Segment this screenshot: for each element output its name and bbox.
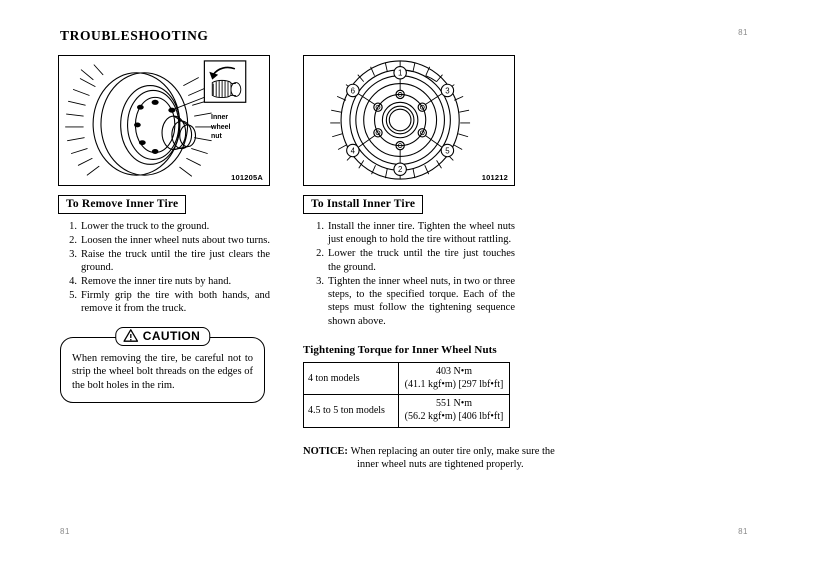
steps-remove-inner-tire bbox=[62, 220, 270, 316]
step-number: 2. bbox=[69, 234, 77, 246]
caution-text: When removing the tire, be careful not to strip the wheel bolt threads on the edges of the bolt holes in the rim. bbox=[60, 337, 265, 403]
torque-secondary: (56.2 kgf•m) [406 lbf•ft] bbox=[404, 411, 504, 423]
wheel-face-sequence-illustration bbox=[304, 56, 514, 185]
page-number-bottom-right: 81 bbox=[738, 527, 748, 536]
step-text: Tighten the inner wheel nuts, in two or three steps, to the specified torque. Each of the steps must follow the tightening sequence shown above. bbox=[328, 275, 515, 327]
step-number: 2. bbox=[316, 248, 324, 260]
step-number: 1. bbox=[69, 221, 77, 232]
table-row bbox=[304, 363, 510, 395]
list-item bbox=[62, 289, 270, 316]
warning-triangle-icon bbox=[123, 329, 138, 342]
torque-table-title: Tightening Torque for Inner Wheel Nuts bbox=[303, 344, 497, 357]
table-cell-torque bbox=[399, 395, 510, 427]
step-text: Loosen the inner wheel nuts about two turns. bbox=[81, 234, 270, 246]
table-cell-model: 4 ton models bbox=[304, 363, 399, 395]
svg-text:5: 5 bbox=[445, 146, 450, 156]
table-cell-torque bbox=[399, 363, 510, 395]
notice-text: When replacing an outer tire only, make sure the inner wheel nuts are tightened properly. bbox=[350, 445, 555, 471]
caution-label: CAUTION bbox=[142, 328, 201, 343]
page-number-top-right: 81 bbox=[738, 28, 748, 37]
list-item bbox=[62, 248, 270, 275]
inset-label-line-1: Inner bbox=[211, 114, 229, 121]
left-column bbox=[58, 55, 270, 403]
notice-label: NOTICE: bbox=[303, 445, 351, 457]
list-item bbox=[309, 275, 515, 329]
svg-text:2: 2 bbox=[397, 165, 403, 175]
svg-text:6: 6 bbox=[350, 86, 356, 96]
inset-detail bbox=[204, 61, 245, 102]
svg-text:3: 3 bbox=[445, 86, 450, 96]
step-text: Raise the truck until the tire just clears the ground. bbox=[81, 248, 270, 274]
step-text: Firmly grip the tire with both hands, and remove it from the truck. bbox=[81, 290, 270, 315]
table-cell-model: 4.5 to 5 ton models bbox=[304, 395, 399, 427]
inset-label-line-3: nut bbox=[211, 133, 222, 140]
figure-id-left: 101205A bbox=[231, 173, 263, 182]
inset-label-inner-wheel-nut bbox=[211, 113, 230, 142]
torque-primary: 551 N•m bbox=[435, 398, 472, 410]
step-text: Install the inner tire. Tighten the wheel nuts just enough to hold the tire without rattling. bbox=[328, 221, 515, 246]
svg-text:1: 1 bbox=[397, 68, 403, 78]
step-text: Remove the inner tire nuts by hand. bbox=[81, 276, 232, 288]
torque-primary: 403 N•m bbox=[435, 366, 472, 378]
table-row bbox=[304, 395, 510, 427]
figure-tightening-sequence bbox=[303, 55, 515, 186]
svg-text:4: 4 bbox=[350, 146, 356, 156]
figure-remove-inner-tire bbox=[58, 55, 270, 186]
page-number-bottom-left: 81 bbox=[60, 527, 70, 536]
notice-block bbox=[303, 445, 567, 472]
step-text: Lower the truck until the tire just touches the ground. bbox=[328, 248, 515, 273]
wheel-hub-illustration bbox=[59, 56, 269, 185]
torque-table bbox=[303, 362, 510, 427]
right-column bbox=[303, 55, 555, 472]
list-item bbox=[309, 220, 515, 247]
step-number: 5. bbox=[69, 290, 77, 302]
inset-label-line-2: wheel bbox=[211, 123, 231, 131]
step-number: 3. bbox=[69, 248, 77, 260]
bolt-holes bbox=[134, 100, 175, 154]
torque-secondary: (41.1 kgf•m) [297 lbf•ft] bbox=[404, 378, 504, 390]
caution-tab bbox=[115, 327, 210, 346]
list-item bbox=[62, 275, 270, 288]
heading-to-remove-inner-tire: To Remove Inner Tire bbox=[58, 195, 186, 214]
list-item bbox=[62, 234, 270, 247]
steps-install-inner-tire bbox=[309, 220, 515, 328]
step-text: Lower the truck to the ground. bbox=[81, 221, 210, 232]
heading-to-install-inner-tire: To Install Inner Tire bbox=[303, 195, 423, 214]
figure-id-right: 101212 bbox=[481, 173, 508, 182]
list-item bbox=[62, 220, 270, 233]
step-number: 1. bbox=[316, 221, 324, 232]
list-item bbox=[309, 247, 515, 274]
caution-block bbox=[60, 328, 265, 403]
wheel-nuts bbox=[374, 90, 427, 149]
page-title: TROUBLESHOOTING bbox=[60, 28, 209, 43]
step-number: 4. bbox=[69, 276, 77, 288]
step-number: 3. bbox=[316, 275, 324, 287]
